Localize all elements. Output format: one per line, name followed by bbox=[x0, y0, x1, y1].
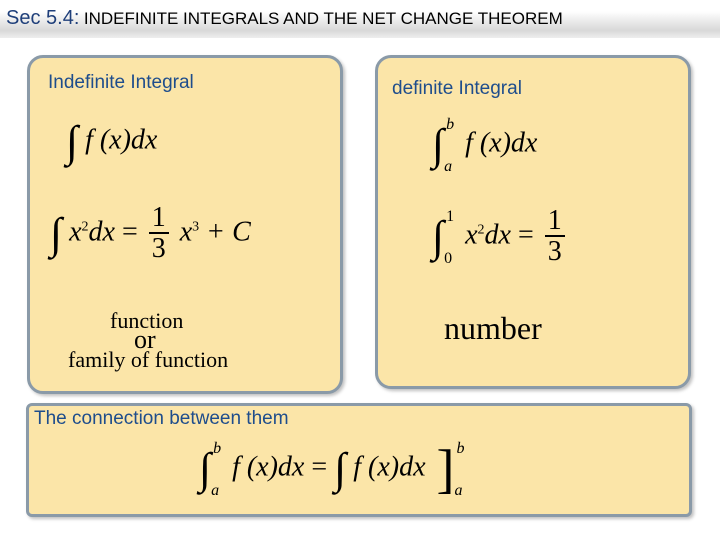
integrand-exponent: 2 bbox=[81, 219, 89, 235]
definite-integral-panel bbox=[375, 55, 691, 389]
differential: dx bbox=[484, 219, 511, 251]
fraction-numerator: 1 bbox=[149, 203, 169, 234]
constant-term: + C bbox=[206, 216, 251, 248]
integral-sign: ∫ bbox=[432, 212, 445, 262]
fraction-denominator: 3 bbox=[547, 236, 562, 268]
slide-title bbox=[6, 7, 563, 30]
bracket-limits bbox=[454, 440, 469, 499]
definite-heading: definite Integral bbox=[392, 78, 522, 99]
fraction bbox=[545, 206, 565, 268]
fraction-numerator: 1 bbox=[545, 206, 565, 237]
indefinite-heading: Indefinite Integral bbox=[48, 72, 194, 93]
indefinite-formula bbox=[66, 117, 158, 166]
indefinite-integrand: f (x)dx bbox=[353, 451, 426, 483]
evaluation-bracket: ] bbox=[436, 439, 455, 499]
upper-limit: b bbox=[446, 116, 455, 133]
antiderivative-variable: x bbox=[179, 216, 193, 248]
upper-limit: b bbox=[213, 440, 222, 457]
fraction bbox=[149, 203, 169, 265]
lower-limit: a bbox=[211, 482, 220, 499]
upper-limit: 1 bbox=[446, 208, 455, 226]
indefinite-example-formula bbox=[50, 203, 251, 265]
integrand-variable: x bbox=[465, 219, 478, 251]
definite-formula bbox=[432, 116, 538, 175]
result-number-label: number bbox=[444, 310, 542, 346]
equals-sign: = bbox=[517, 219, 534, 251]
integrand-exponent: 2 bbox=[477, 222, 485, 238]
bracket-upper-limit: b bbox=[456, 440, 465, 457]
integrand-expression: f (x)dx bbox=[85, 124, 158, 156]
bracket-lower-limit: a bbox=[454, 482, 463, 499]
section-number: Sec 5.4 bbox=[6, 7, 74, 29]
connection-heading: The connection between them bbox=[34, 408, 289, 429]
title-colon: : bbox=[73, 7, 80, 29]
fraction-denominator: 3 bbox=[151, 233, 166, 265]
definite-integrand: f (x)dx bbox=[232, 451, 305, 483]
result-family-label: family of function bbox=[68, 347, 229, 372]
equals-sign: = bbox=[121, 216, 138, 248]
integral-limits bbox=[444, 116, 458, 175]
lower-limit: a bbox=[444, 158, 453, 175]
integral-limits bbox=[211, 440, 225, 499]
lower-limit: 0 bbox=[444, 250, 453, 268]
integrand-variable: x bbox=[69, 216, 82, 248]
result-function-label: function bbox=[110, 308, 184, 333]
integral-sign: ∫ bbox=[50, 209, 63, 259]
title-bar bbox=[0, 0, 720, 38]
indefinite-integral-panel bbox=[27, 55, 343, 394]
connection-formula bbox=[199, 439, 469, 499]
antiderivative-exponent: 3 bbox=[192, 219, 200, 235]
equals-sign: = bbox=[311, 451, 328, 483]
topic-title: INDEFINITE INTEGRALS AND THE NET CHANGE THEOREM bbox=[83, 9, 563, 28]
integral-limits bbox=[444, 208, 458, 268]
result-or-label: or bbox=[134, 325, 156, 354]
definite-example-formula bbox=[432, 206, 569, 268]
integral-sign: ∫ bbox=[334, 444, 347, 493]
differential: dx bbox=[88, 216, 115, 248]
integrand-expression: f (x)dx bbox=[465, 127, 538, 159]
integral-sign: ∫ bbox=[199, 444, 212, 493]
integral-sign: ∫ bbox=[432, 120, 445, 169]
integral-sign: ∫ bbox=[66, 117, 79, 166]
connection-panel bbox=[26, 403, 692, 517]
